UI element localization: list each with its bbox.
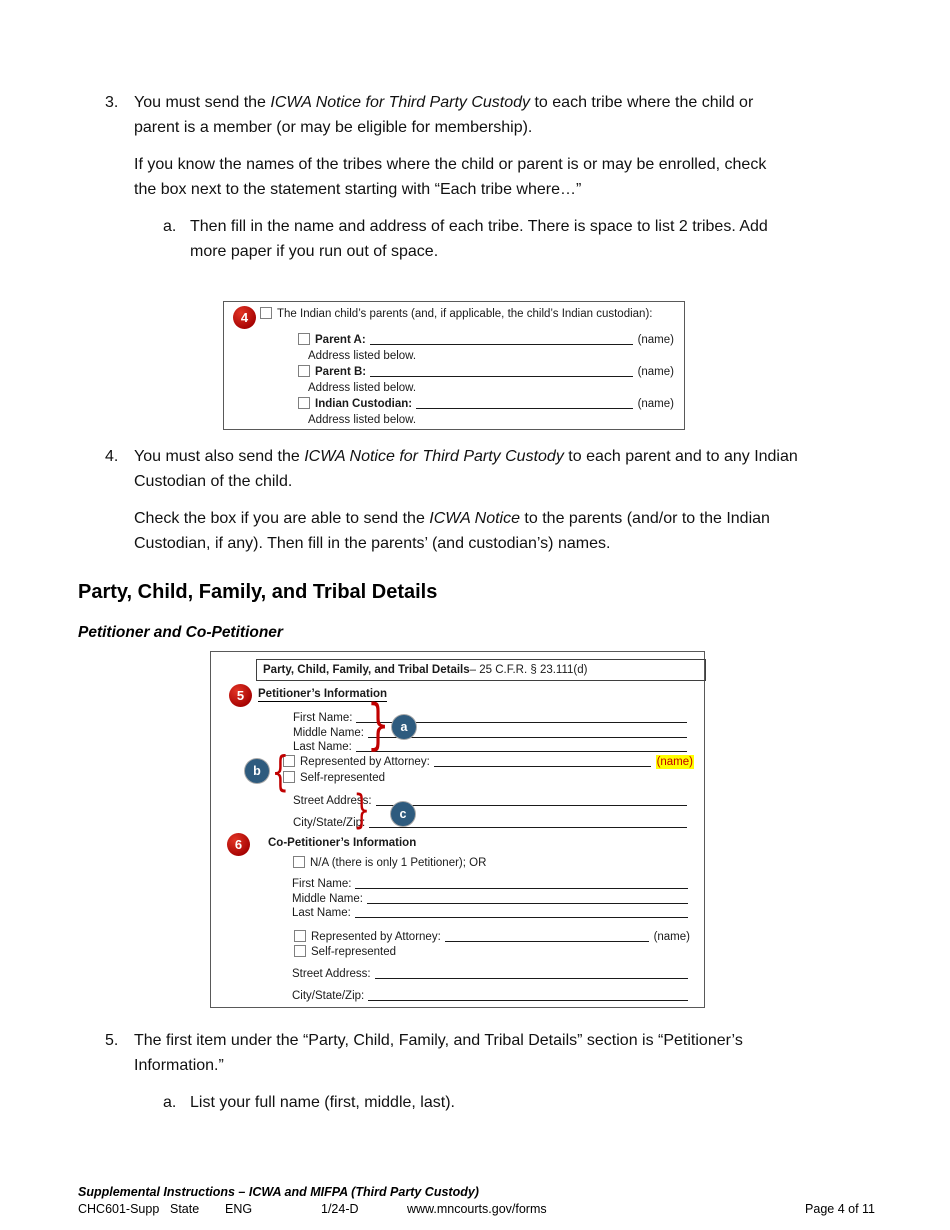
list-number: 3. [105, 94, 119, 111]
form-section-title [256, 659, 706, 681]
red-brace-close-icon: } [353, 787, 370, 833]
red-brace-open-icon: { [271, 747, 290, 796]
parent-b-label: Parent B: [315, 366, 367, 378]
na-row [293, 856, 486, 870]
list-letter: a. [163, 218, 177, 235]
city-state-zip-label: City/State/Zip: [292, 990, 365, 1002]
italic-text-run: ICWA Notice for Third Party Custody [270, 94, 531, 111]
blank-line [367, 902, 688, 904]
self-represented-label: Self-represented [300, 772, 386, 784]
blank-line [355, 887, 688, 889]
paragraph-line [134, 506, 798, 531]
text-run: to the parents (and/or to the Indian [519, 510, 770, 527]
italic-text-run: ICWA Notice [429, 510, 520, 527]
paragraph-line: Custodian of the child. [134, 473, 293, 490]
blank-line [355, 916, 688, 918]
instruction-item-3a [78, 214, 878, 264]
checkbox-icon [293, 856, 305, 868]
paragraph-line: The first item under the “Party, Child, Family, and Tribal Details” section is “Petitioner’s [134, 1032, 743, 1049]
step-4-badge: 4 [233, 306, 256, 329]
checkbox-icon [294, 945, 306, 957]
footer-document-title: Supplemental Instructions – ICWA and MIFPA (Third Party Custody) [78, 1185, 479, 1199]
item-3a-body [190, 214, 768, 264]
blank-line [368, 999, 688, 1001]
paragraph-gap [134, 494, 798, 506]
blank-line [369, 826, 687, 828]
attorney-label: Represented by Attorney: [300, 756, 430, 768]
footer-state: State [170, 1202, 200, 1216]
text-run: to each parent and to any Indian [563, 448, 798, 465]
item-5a-body [190, 1090, 455, 1115]
middle-name-row [293, 726, 687, 740]
callout-b-badge: b [245, 759, 269, 783]
footer-meta-row [78, 1201, 875, 1218]
item-3-body [134, 90, 766, 202]
subsection-heading: Petitioner and Co-Petitioner [78, 624, 283, 641]
step-6-badge: 6 [227, 833, 250, 856]
blank-line [434, 765, 651, 767]
paragraph-line: Custodian, if any). Then fill in the parents’ (and custodian’s) names. [134, 535, 611, 552]
street-address-row [293, 794, 687, 808]
section-heading: Party, Child, Family, and Tribal Details [78, 581, 438, 603]
indian-custodian-row [298, 397, 674, 411]
first-name-label: First Name: [292, 878, 352, 890]
footer-url-link[interactable]: www.mncourts.gov/forms [407, 1202, 547, 1216]
list-letter: a. [163, 1094, 177, 1111]
paragraph-line: If you know the names of the tribes where the child or parent is or may be enrolled, check [134, 156, 767, 173]
paragraph-line: more paper if you run out of space. [190, 243, 439, 260]
blank-line [375, 977, 688, 979]
attorney-row [283, 755, 694, 769]
blank-line [368, 736, 687, 738]
address-note: Address listed below. [308, 382, 417, 394]
blank-line [356, 750, 687, 752]
text-run: Check the box if you are able to send the [134, 510, 430, 527]
form-title-citation: – 25 C.F.R. § 23.111(d) [469, 664, 588, 676]
list-number: 5. [105, 1032, 119, 1049]
callout-a-badge: a [392, 715, 416, 739]
list-number: 4. [105, 448, 119, 465]
instruction-item-5a [78, 1090, 878, 1115]
checkbox-icon [298, 397, 310, 409]
parent-a-row [298, 333, 674, 347]
blank-line [370, 375, 632, 377]
parent-a-label: Parent A: [315, 334, 366, 346]
parents-section-label: The Indian child’s parents (and, if applicable, the child’s Indian custodian): [277, 308, 653, 320]
blank-line [370, 343, 633, 345]
name-hint-highlighted: (name) [656, 756, 693, 768]
self-represented-row [283, 771, 385, 785]
name-hint: (name) [653, 931, 690, 943]
city-state-zip-label: City/State/Zip: [293, 817, 366, 829]
co-street-address-row [292, 967, 688, 981]
callout-c-badge: c [391, 802, 415, 826]
middle-name-label: Middle Name: [292, 893, 363, 905]
na-label: N/A (there is only 1 Petitioner); OR [310, 857, 487, 869]
paragraph-line: the box next to the statement starting with “Each tribe where…” [134, 181, 582, 198]
checkbox-icon [294, 930, 306, 942]
text-run: You must send the [134, 94, 271, 111]
blank-line [376, 804, 687, 806]
checkbox-icon [260, 307, 272, 319]
footer-form-id: CHC601-Supp [78, 1202, 160, 1216]
city-state-zip-row [293, 816, 687, 830]
item-5-body [134, 1028, 743, 1078]
form-screenshot-notice-recipients [223, 301, 685, 430]
checkbox-icon [298, 365, 310, 377]
address-note: Address listed below. [308, 414, 417, 426]
paragraph-line: List your full name (first, middle, last). [190, 1094, 455, 1111]
parent-b-row [298, 365, 674, 379]
name-hint: (name) [637, 334, 674, 346]
address-note: Address listed below. [308, 350, 417, 362]
petitioner-info-heading: Petitioner’s Information [258, 688, 388, 700]
paragraph-line: Then fill in the name and address of each tribe. There is space to list 2 tribes. Add [190, 218, 768, 235]
instruction-item-3 [78, 90, 878, 202]
item-4-body [134, 444, 798, 556]
street-address-label: Street Address: [293, 795, 372, 807]
co-middle-name-row [292, 892, 688, 906]
form-title-bold: Party, Child, Family, and Tribal Details [263, 664, 470, 676]
blank-line [445, 940, 649, 942]
co-petitioner-info-heading: Co-Petitioner’s Information [268, 837, 417, 849]
text-run: to each tribe where the child or [530, 94, 754, 111]
blank-line [416, 407, 632, 409]
last-name-label: Last Name: [293, 741, 352, 753]
footer-revision: 1/24-D [321, 1202, 359, 1216]
footer-page-number: Page 4 of 11 [805, 1202, 875, 1216]
paragraph-line [134, 90, 766, 115]
instruction-item-4 [78, 444, 878, 556]
middle-name-label: Middle Name: [293, 727, 364, 739]
self-represented-label: Self-represented [311, 946, 397, 958]
co-attorney-row [294, 930, 690, 944]
first-name-row [293, 711, 687, 725]
name-hint: (name) [637, 366, 674, 378]
last-name-label: Last Name: [292, 907, 351, 919]
paragraph-gap [134, 140, 766, 152]
co-city-state-zip-row [292, 989, 688, 1003]
first-name-label: First Name: [293, 712, 353, 724]
attorney-label: Represented by Attorney: [311, 931, 441, 943]
checkbox-icon [298, 333, 310, 345]
name-hint: (name) [637, 398, 674, 410]
co-first-name-row [292, 877, 688, 891]
co-self-represented-row [294, 945, 396, 959]
footer-language: ENG [225, 1202, 253, 1216]
text-run: You must also send the [134, 448, 305, 465]
last-name-row [293, 740, 687, 754]
indian-custodian-label: Indian Custodian: [315, 398, 413, 410]
street-address-label: Street Address: [292, 968, 371, 980]
red-brace-close-icon: } [367, 693, 390, 756]
step-5-badge: 5 [229, 684, 252, 707]
italic-text-run: ICWA Notice for Third Party Custody [304, 448, 564, 465]
paragraph-line [134, 444, 798, 469]
page-footer [78, 1184, 875, 1218]
paragraph-line: parent is a member (or may be eligible for membership). [134, 119, 533, 136]
instruction-item-5 [78, 1028, 878, 1078]
co-last-name-row [292, 906, 688, 920]
paragraph-line: Information.” [134, 1057, 224, 1074]
parents-section-row [260, 307, 676, 321]
form-screenshot-petitioner-details [210, 651, 705, 1008]
